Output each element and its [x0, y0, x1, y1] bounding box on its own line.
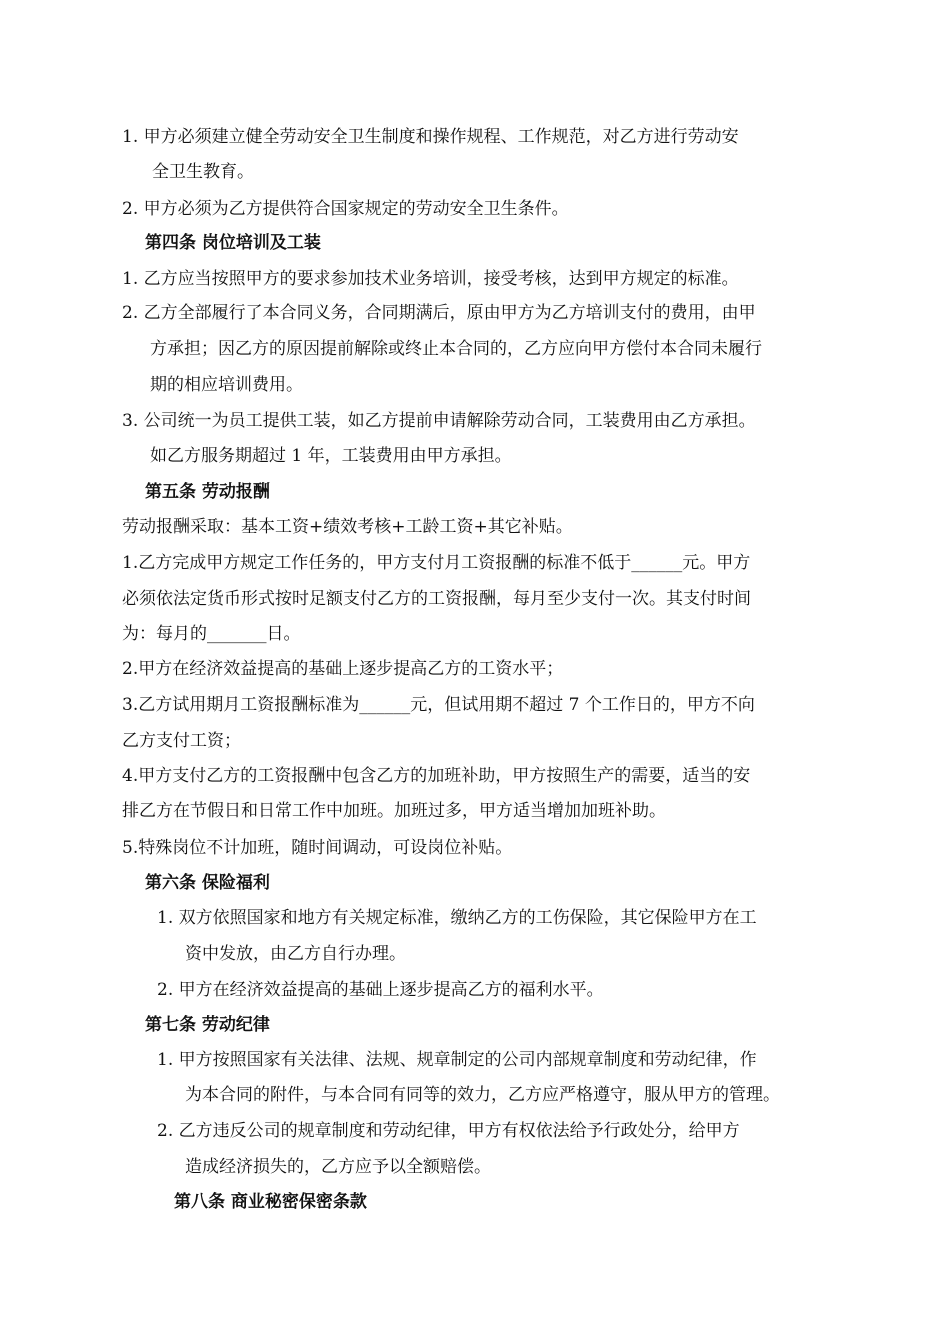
clause-3-item-2: 2. 甲方必须为乙方提供符合国家规定的劳动安全卫生条件。: [122, 199, 569, 219]
clause-5-item-1-line-3: 为：每月的_______日。: [122, 624, 301, 644]
clause-4-item-3-line-1: 3. 公司统一为员工提供工装，如乙方提前申请解除劳动合同，工装费用由乙方承担。: [122, 411, 756, 431]
clause-7-item-1-line-2: 为本合同的附件，与本合同有同等的效力，乙方应严格遵守，服从甲方的管理。: [185, 1085, 780, 1105]
clause-6-item-1-line-2: 资中发放，由乙方自行办理。: [185, 944, 406, 964]
clause-4-item-2-line-3: 期的相应培训费用。: [150, 375, 303, 395]
clause-7-item-1-line-1: 1. 甲方按照国家有关法律、法规、规章制定的公司内部规章制度和劳动纪律，作: [157, 1050, 757, 1070]
clause-5-intro: 劳动报酬采取：基本工资+绩效考核+工龄工资+其它补贴。: [122, 517, 573, 537]
clause-4-item-1: 1. 乙方应当按照甲方的要求参加技术业务培训，接受考核，达到甲方规定的标准。: [122, 269, 739, 289]
heading-article-6: 第六条 保险福利: [145, 873, 270, 893]
clause-7-item-2-line-2: 造成经济损失的，乙方应予以全额赔偿。: [185, 1157, 491, 1177]
clause-6-item-2: 2. 甲方在经济效益提高的基础上逐步提高乙方的福利水平。: [157, 980, 604, 1000]
clause-6-item-1-line-1: 1. 双方依照国家和地方有关规定标准，缴纳乙方的工伤保险，其它保险甲方在工: [157, 908, 757, 928]
clause-5-item-5: 5.特殊岗位不计加班，随时间调动，可设岗位补贴。: [122, 838, 513, 858]
clause-4-item-2-line-2: 方承担；因乙方的原因提前解除或终止本合同的，乙方应向甲方偿付本合同未履行: [150, 339, 762, 359]
clause-3-item-1-line-2: 全卫生教育。: [152, 162, 254, 182]
clause-5-item-3-line-2: 乙方支付工资；: [122, 731, 241, 751]
clause-5-item-1-line-1: 1.乙方完成甲方规定工作任务的，甲方支付月工资报酬的标准不低于______元。甲方: [122, 553, 751, 573]
clause-5-item-3-line-1: 3.乙方试用期月工资报酬标准为______元，但试用期不超过 7 个工作日的，甲方不向: [122, 695, 755, 715]
heading-article-7: 第七条 劳动纪律: [145, 1015, 270, 1035]
clause-4-item-2-line-1: 2. 乙方全部履行了本合同义务，合同期满后，原由甲方为乙方培训支付的费用，由甲: [122, 303, 756, 323]
heading-article-4: 第四条 岗位培训及工装: [145, 233, 321, 253]
clause-4-item-3-line-2: 如乙方服务期超过 1 年，工装费用由甲方承担。: [150, 446, 512, 466]
heading-article-8: 第八条 商业秘密保密条款: [174, 1192, 367, 1212]
clause-3-item-1-line-1: 1. 甲方必须建立健全劳动安全卫生制度和操作规程、工作规范，对乙方进行劳动安: [122, 127, 739, 147]
clause-5-item-1-line-2: 必须依法定货币形式按时足额支付乙方的工资报酬，每月至少支付一次。其支付时间: [122, 589, 751, 609]
clause-5-item-2: 2.甲方在经济效益提高的基础上逐步提高乙方的工资水平；: [122, 659, 564, 679]
clause-5-item-4-line-1: 4.甲方支付乙方的工资报酬中包含乙方的加班补助，甲方按照生产的需要，适当的安: [122, 766, 751, 786]
heading-article-5: 第五条 劳动报酬: [145, 482, 270, 502]
clause-5-item-4-line-2: 排乙方在节假日和日常工作中加班。加班过多，甲方适当增加加班补助。: [122, 801, 666, 821]
clause-7-item-2-line-1: 2. 乙方违反公司的规章制度和劳动纪律，甲方有权依法给予行政处分，给甲方: [157, 1121, 740, 1141]
